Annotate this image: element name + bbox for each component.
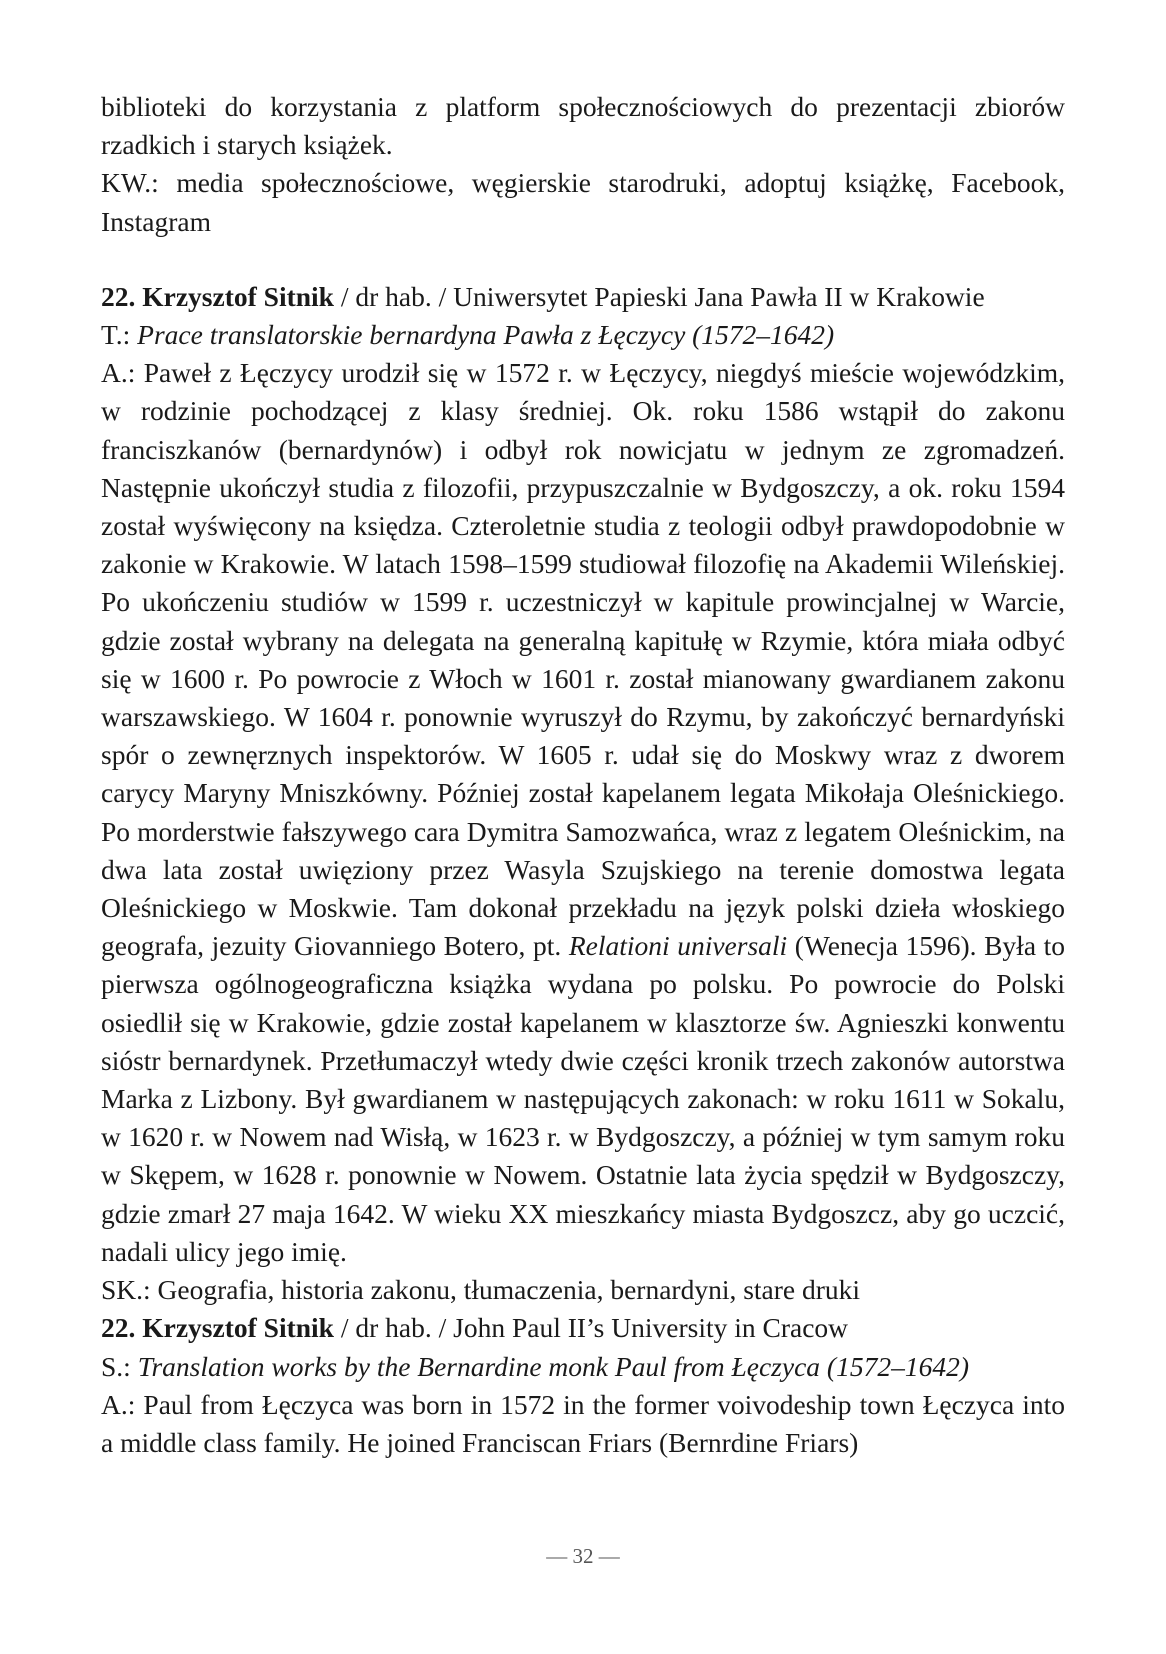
abstract-en: A.: Paul from Łęczyca was born in 1572 in the former voivodeship town Łęczyca into a middle class family. He joined Franciscan Friars (Bernrdine Friars) (101, 1388, 1065, 1458)
paper-title: Prace translatorskie bernardyna Pawła z Łęczycy (1572–1642) (137, 319, 835, 351)
paper-title: Translation works by the Bernardine monk Paul from Łęczyca (1572–1642) (137, 1350, 969, 1382)
entry-heading-pl (101, 278, 1065, 316)
page-number: — 32 — (546, 1544, 620, 1568)
abstract-text: (Wenecja 1596). Była to pierwsza ogólnogeograficzna książka wydana po polsku. Po powrocie do Polski osiedlił się w Krakowie, gdzie został kapelanem w klasztorze św. Agnieszki konwentu sióstr bernardynek. Przetłumaczył wtedy dwie części kronik trzech zakonów autorstwa Marka z Lizbony. Był gwardianem w następujących zakonach: w roku 1611 w Sokalu, w 1620 r. w Nowem nad Wisłą, w 1623 r. w Bydgoszczy, a później w tym samym roku w Skępem, w 1628 r. ponownie w Nowem. Ostatnie lata życia spędził w Bydgoszczy, gdzie zmarł 27 maja 1642. W wieku XX mieszkańcy miasta Bydgoszcz, aby go uczcić, nadali ulicy jego imię. (101, 930, 1065, 1267)
entry-title-en (101, 1348, 1065, 1386)
author-name: 22. Krzysztof Sitnik (101, 1312, 334, 1344)
author-affiliation: / dr hab. / John Paul II’s University in Cracow (333, 1312, 849, 1344)
author-affiliation: / dr hab. / Uniwersytet Papieski Jana Pawła II w Krakowie (333, 280, 985, 312)
author-name: 22. Krzysztof Sitnik (101, 280, 334, 312)
title-prefix: T.: (101, 319, 138, 351)
keywords-line: KW.: media społecznościowe, węgierskie starodruki, adoptuj książkę, Facebook, Instagram (101, 167, 1065, 237)
abstract-cited-work: Relationi universali (568, 930, 788, 962)
title-prefix: S.: (101, 1350, 138, 1382)
section-gap (101, 241, 1065, 278)
keywords-pl: SK.: Geografia, historia zakonu, tłumaczenia, bernardyni, stare druki (101, 1274, 861, 1306)
body-text (101, 88, 1065, 1462)
abstract-continuation: biblioteki do korzystania z platform społecznościowych do prezentacji zbiorów rzadkich i starych książek. (101, 91, 1065, 161)
abstract-pl (101, 354, 1065, 1271)
entry-title-pl (101, 316, 1065, 354)
entry-heading-en (101, 1309, 1065, 1347)
abstract-text: A.: Paweł z Łęczycy urodził się w 1572 r. w Łęczycy, niegdyś mieście wojewódzkim, w rodzinie pochodzącej z klasy średniej. Ok. roku 1586 wstąpił do zakonu franciszkanów (bernardynów) i odbył rok nowicjatu w jednym ze zgromadzeń. Następnie ukończył studia z filozofii, przypuszczalnie w Bydgoszczy, a ok. roku 1594 został wyświęcony na księdza. Czteroletnie studia z teologii odbył prawdopodobnie w zakonie w Krakowie. W latach 1598–1599 studiował filozofię na Akademii Wileńskiej. Po ukończeniu studiów w 1599 r. uczestniczył w kapitule prowincjalnej w Warcie, gdzie został wybrany na delegata na generalną kapitułę w Rzymie, która miała odbyć się w 1600 r. Po powrocie z Włoch w 1601 r. został mianowany gwardianem zakonu warszawskiego. W 1604 r. ponownie wyruszył do Rzymu, by zakończyć bernardyński spór o zewnęrznych inspektorów. W 1605 r. udał się do Moskwy wraz z dworem carycy Maryny Mniszkówny. Później został kapelanem legata Mikołaja Oleśnickiego. Po morderstwie fałszywego cara Dymitra Samozwańca, wraz z legatem Oleśnickim, na dwa lata został uwięziony przez Wasyla Szujskiego na terenie domostwa legata Oleśnickiego w Moskwie. Tam dokonał przekładu na język polski dzieła włoskiego geografa, jezuity Giovanniego Botero, pt. (101, 357, 1065, 962)
